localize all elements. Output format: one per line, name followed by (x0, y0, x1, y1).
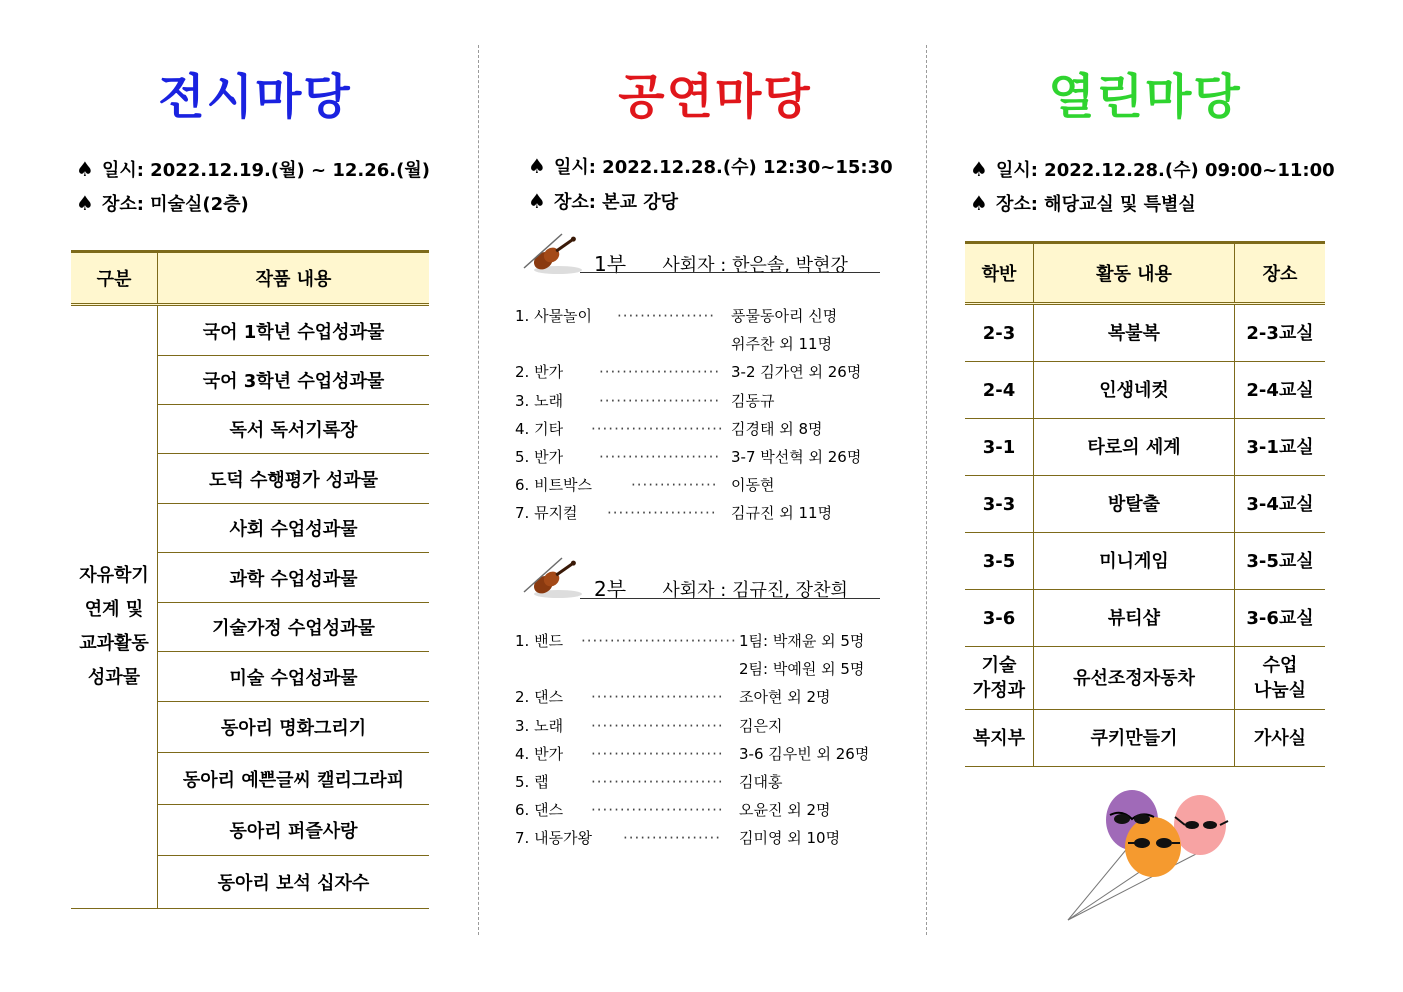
program-title: 1. 밴드 (515, 632, 564, 650)
leader-dots: ······················· (591, 716, 724, 735)
content-cell: 국어 3학년 수업성과물 (158, 356, 430, 405)
part1-host: 사회자 : 한은솔, 박현강 (662, 255, 848, 276)
content-cell: 기술가정 수업성과물 (158, 603, 430, 652)
program-row (515, 627, 915, 655)
program-performer: 이동현 (731, 476, 775, 495)
violin-icon (518, 228, 584, 276)
program-row (515, 302, 915, 330)
leader-dots: ··················· (607, 504, 717, 523)
content-cell: 미술 수업성과물 (158, 652, 430, 702)
program-row (515, 330, 915, 358)
content-cell: 동아리 예쁜글씨 캘리그라피 (158, 753, 430, 805)
program-title: 7. 뮤지컬 (515, 504, 578, 523)
activity-cell: 복불복 (1034, 304, 1235, 362)
part1-underline (580, 272, 880, 273)
open-date: ♠ 일시: 2022.12.28.(수) 09:00~11:00 (970, 157, 1335, 181)
column-divider-left (478, 45, 479, 935)
place-cell: 3-5교실 (1235, 533, 1326, 590)
content-cell: 사회 수업성과물 (158, 504, 430, 553)
program-performer: 3-2 김가연 외 26명 (731, 363, 862, 382)
program-performer: 조아현 외 2명 (739, 688, 831, 707)
exhibit-place: ♠ 장소: 미술실(2층) (76, 191, 249, 215)
table-row (965, 647, 1325, 710)
content-cell: 동아리 퍼즐사랑 (158, 805, 430, 856)
part1-label: 1부 (594, 252, 627, 276)
open-table (965, 241, 1325, 767)
header-class: 학반 (965, 243, 1034, 304)
place-cell: 수업 나눔실 (1235, 647, 1326, 710)
program-title: 5. 반가 (515, 447, 564, 466)
class-cell: 2-3 (965, 304, 1034, 362)
program-performer: 풍물동아리 신명 (731, 307, 838, 325)
program-performer: 김미영 외 10명 (739, 829, 841, 848)
perform-date: ♠ 일시: 2022.12.28.(수) 12:30~15:30 (528, 154, 893, 178)
place-cell: 3-6교실 (1235, 590, 1326, 647)
program-title: 7. 내동가왕 (515, 829, 593, 848)
header-place: 장소 (1235, 243, 1326, 304)
activity-cell: 인생네컷 (1034, 362, 1235, 419)
class-cell: 기술 가정과 (965, 647, 1034, 710)
table-row (965, 476, 1325, 533)
activity-cell: 쿠키만들기 (1034, 710, 1235, 767)
table-row (71, 305, 429, 356)
program-title: 3. 노래 (515, 716, 564, 735)
activity-cell: 미니게임 (1034, 533, 1235, 590)
program-row (515, 387, 915, 415)
table-row (965, 590, 1325, 647)
category-line: 교과활동 (79, 632, 149, 654)
place-cell: 2-3교실 (1235, 304, 1326, 362)
violin-icon (518, 552, 584, 600)
program-title: 2. 댄스 (515, 688, 564, 707)
balloons-icon (1060, 785, 1235, 925)
program-performer: 김대홍 (739, 772, 783, 791)
program-row (515, 683, 915, 711)
header-content: 작품 내용 (158, 252, 430, 305)
content-cell: 국어 1학년 수업성과물 (158, 305, 430, 356)
program-title: 1. 사물놀이 (515, 307, 593, 325)
program-title: 6. 비트박스 (515, 476, 593, 495)
program-row (515, 655, 915, 683)
program-row (515, 740, 915, 768)
leader-dots: ················· (617, 307, 716, 325)
program-row (515, 415, 915, 443)
content-cell: 독서 독서기록장 (158, 405, 430, 454)
program-performer: 1팀: 박재윤 외 5명 (739, 632, 865, 650)
program-performer: 김경태 외 8명 (731, 419, 823, 438)
spade-icon: ♠ (76, 191, 94, 215)
class-cell: 3-1 (965, 419, 1034, 476)
class-cell: 3-3 (965, 476, 1034, 533)
program-row (515, 712, 915, 740)
class-cell: 3-5 (965, 533, 1034, 590)
program-performer: 오윤진 외 2명 (739, 801, 831, 820)
part1-program-list (515, 302, 915, 528)
activity-cell: 유선조정자동차 (1034, 647, 1235, 710)
table-row (965, 533, 1325, 590)
spade-icon: ♠ (528, 189, 546, 213)
leader-dots: ······················· (591, 688, 724, 707)
program-row (515, 824, 915, 852)
place-cell: 3-1교실 (1235, 419, 1326, 476)
leader-dots: ················· (623, 829, 722, 848)
leader-dots: ······················· (591, 772, 724, 791)
program-title: 6. 댄스 (515, 801, 564, 820)
leader-dots: ······················· (591, 419, 724, 438)
program-performer: 김규진 외 11명 (731, 504, 833, 523)
leader-dots: ····················· (599, 363, 721, 382)
program-row (515, 471, 915, 499)
program-title: 3. 노래 (515, 391, 564, 410)
program-title: 2. 반가 (515, 363, 564, 382)
content-cell: 도덕 수행평가 성과물 (158, 454, 430, 504)
program-performer: 김은지 (739, 716, 783, 735)
table-row (965, 419, 1325, 476)
program-title: 5. 랩 (515, 772, 549, 791)
column-divider-right (926, 45, 927, 935)
spade-icon: ♠ (528, 154, 546, 178)
spade-icon: ♠ (970, 191, 988, 215)
open-title: 열린마당 (1048, 69, 1242, 125)
place-cell: 가사실 (1235, 710, 1326, 767)
category-line: 성과물 (87, 666, 141, 688)
activity-cell: 뷰티샵 (1034, 590, 1235, 647)
class-cell: 2-4 (965, 362, 1034, 419)
table-row (965, 710, 1325, 767)
program-performer: 김동규 (731, 391, 775, 410)
program-performer: 3-6 김우빈 외 26명 (739, 744, 870, 763)
table-header-row (965, 243, 1325, 304)
leader-dots: ····················· (599, 447, 721, 466)
open-place: ♠ 장소: 해당교실 및 특별실 (970, 191, 1196, 215)
activity-cell: 타로의 세계 (1034, 419, 1235, 476)
program-row (515, 768, 915, 796)
leader-dots: ····················· (599, 391, 721, 410)
program-performer: 위주찬 외 11명 (731, 335, 833, 354)
spade-icon: ♠ (970, 157, 988, 181)
program-row (515, 443, 915, 471)
place-cell: 3-4교실 (1235, 476, 1326, 533)
program-row (515, 796, 915, 824)
table-row (965, 304, 1325, 362)
category-line: 자유학기 (79, 564, 149, 586)
header-activity: 활동 내용 (1034, 243, 1235, 304)
category-cell (71, 305, 158, 909)
content-cell: 동아리 명화그리기 (158, 702, 430, 753)
part2-label: 2부 (594, 577, 627, 601)
class-cell: 3-6 (965, 590, 1034, 647)
part2-program-list (515, 627, 915, 853)
category-line: 연계 및 (84, 598, 144, 620)
table-header-row (71, 252, 429, 305)
class-cell: 복지부 (965, 710, 1034, 767)
perform-place: ♠ 장소: 본교 강당 (528, 189, 678, 213)
exhibit-date: ♠ 일시: 2022.12.19.(월) ~ 12.26.(월) (76, 157, 430, 181)
leader-dots: ······················· (591, 801, 724, 820)
content-cell: 동아리 보석 십자수 (158, 856, 430, 909)
table-row (965, 362, 1325, 419)
part2-host: 사회자 : 김규진, 장찬희 (662, 580, 848, 601)
program-row (515, 358, 915, 386)
leader-dots: ··············· (631, 476, 718, 495)
leader-dots: ······················· (591, 744, 724, 763)
exhibit-table (71, 250, 429, 909)
program-title: 4. 반가 (515, 744, 564, 763)
content-cell: 과학 수업성과물 (158, 553, 430, 603)
header-category: 구분 (71, 252, 158, 305)
program-row (515, 499, 915, 527)
part2-underline (580, 598, 880, 599)
place-cell: 2-4교실 (1235, 362, 1326, 419)
program-performer: 3-7 박선혁 외 26명 (731, 447, 862, 466)
leader-dots: ··························· (581, 632, 737, 650)
activity-cell: 방탈출 (1034, 476, 1235, 533)
program-title: 4. 기타 (515, 419, 564, 438)
perform-title: 공연마당 (618, 69, 812, 125)
program-performer: 2팀: 박예원 외 5명 (739, 660, 865, 679)
spade-icon: ♠ (76, 157, 94, 181)
exhibit-title: 전시마당 (158, 69, 352, 125)
